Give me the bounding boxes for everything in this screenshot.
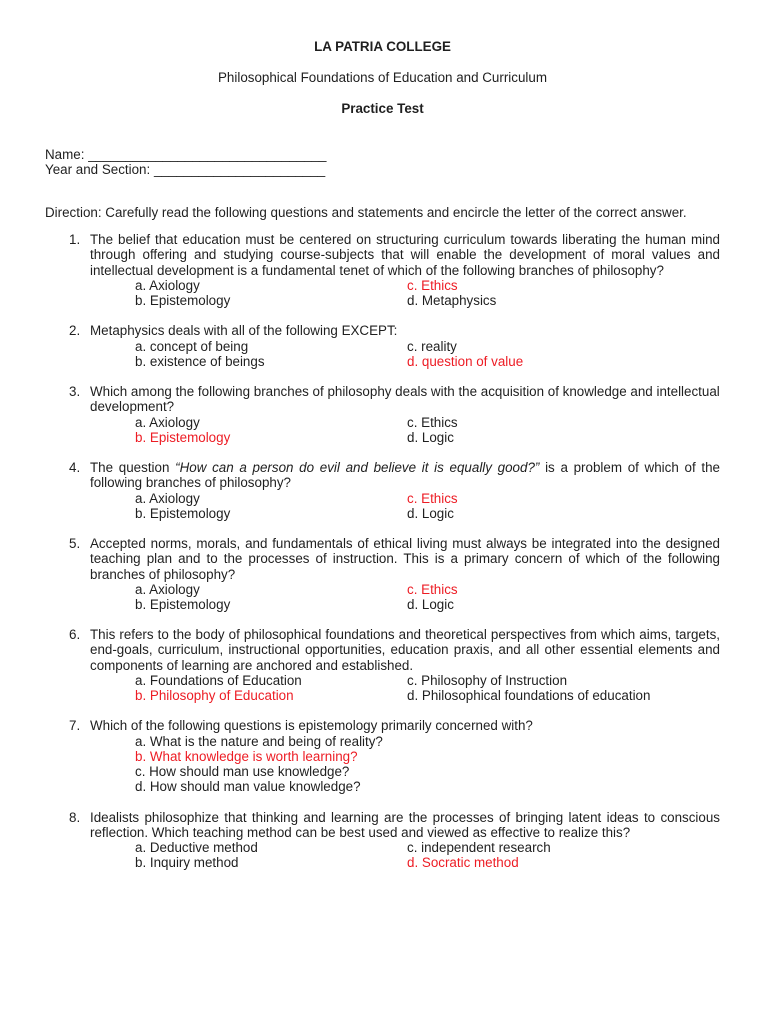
option-c: c. independent research (407, 840, 551, 856)
option-b: b. existence of beings (135, 353, 265, 369)
option-a: a. Foundations of Education (135, 672, 302, 688)
option-b: b. Inquiry method (135, 855, 239, 871)
options (135, 734, 720, 795)
option-b: b. What knowledge is worth learning? (135, 748, 358, 764)
direction-text: Carefully read the following questions and statements and encircle the letter of the correct answer. (105, 205, 687, 221)
question-number: 7. (69, 718, 81, 734)
section-line (45, 162, 720, 177)
option-a: a. Axiology (135, 581, 200, 597)
question-text: This refers to the body of philosophical foundations and theoretical perspectives from which aims, targets, end-goals, curriculum, instructional opportunities, education praxis, and all other essential elements and components of learning are anchored and established. (90, 627, 720, 673)
option-d: d. question of value (407, 353, 524, 369)
name-blank: ________________________________ (88, 146, 327, 162)
question-text-part: is a problem of which of the following branches of philosophy? (90, 460, 720, 491)
options (135, 278, 720, 308)
question-number: 5. (69, 536, 81, 552)
question-text: Which of the following questions is epistemology primarily concerned with? (90, 718, 533, 734)
name-line (45, 147, 720, 162)
option-d: d. Logic (407, 505, 454, 521)
section-blank: _______________________ (153, 161, 326, 177)
option-b: b. Epistemology (135, 429, 231, 445)
option-d: d. Philosophical foundations of education (407, 688, 651, 704)
option-d: d. Metaphysics (407, 293, 497, 309)
options (135, 491, 720, 521)
question-6 (45, 627, 720, 703)
option-a: a. Deductive method (135, 840, 258, 856)
option-c: c. Ethics (407, 277, 458, 293)
section-label: Year and Section: (45, 161, 151, 177)
option-a: a. Axiology (135, 490, 200, 506)
question-5 (45, 536, 720, 612)
options (135, 840, 720, 870)
option-b: b. Epistemology (135, 293, 231, 309)
option-c: c. reality (407, 338, 457, 354)
options (135, 673, 720, 703)
option-d: d. Logic (407, 429, 454, 445)
name-label: Name: (45, 146, 85, 162)
question-8 (45, 810, 720, 871)
header-test-title: Practice Test (341, 101, 424, 117)
question-text (90, 460, 720, 490)
quoted-question-italic: “How can a person do evil and believe it is equally good?” (175, 460, 540, 476)
question-text: Metaphysics deals with all of the following EXCEPT: (90, 323, 398, 339)
question-text: Accepted norms, morals, and fundamentals of ethical living must always be integrated into the designed teaching plan and to the processes of instruction. This is a primary concern of which of the following branches of philosophy? (90, 536, 720, 582)
question-2 (45, 323, 720, 369)
questions (45, 232, 720, 870)
question-3 (45, 384, 720, 445)
option-c: c. How should man use knowledge? (135, 764, 350, 780)
option-d: d. How should man value knowledge? (135, 779, 361, 795)
options (135, 415, 720, 445)
question-text: Which among the following branches of philosophy deals with the acquisition of knowledge and intellectual development? (90, 384, 720, 415)
option-a: a. concept of being (135, 338, 249, 354)
question-number: 6. (69, 627, 81, 643)
options (135, 582, 720, 612)
option-c: c. Ethics (407, 581, 458, 597)
option-c: c. Ethics (407, 414, 458, 430)
option-b: b. Epistemology (135, 505, 231, 521)
option-c: c. Philosophy of Instruction (407, 672, 568, 688)
question-number: 3. (69, 384, 81, 400)
option-a: a. What is the nature and being of reality? (135, 733, 383, 749)
direction (45, 205, 720, 220)
question-number: 8. (69, 809, 81, 825)
option-c: c. Ethics (407, 490, 458, 506)
header-course: Philosophical Foundations of Education and Curriculum (217, 70, 547, 86)
question-number: 1. (69, 232, 81, 248)
question-number: 2. (69, 323, 81, 339)
question-7 (45, 718, 720, 794)
question-number: 4. (69, 460, 81, 476)
option-a: a. Axiology (135, 277, 200, 293)
question-1 (45, 232, 720, 308)
question-4 (45, 460, 720, 521)
question-text: Idealists philosophize that thinking and learning are the processes of bringing latent ideas to conscious reflection. Which teaching method can be best used and viewed as effective to realize this? (90, 809, 720, 840)
options (135, 339, 720, 369)
option-a: a. Axiology (135, 414, 200, 430)
direction-label: Direction: (45, 205, 102, 221)
question-text-part: The question (90, 460, 176, 476)
option-b: b. Epistemology (135, 596, 231, 612)
option-d: d. Logic (407, 596, 454, 612)
question-text: The belief that education must be centered on structuring curriculum towards liberating the human mind through offering and studying course-subjects that will enable the development of moral values and intellectual development is a fundamental tenet of which of the following branches of philosophy? (90, 232, 720, 278)
option-b: b. Philosophy of Education (135, 688, 294, 704)
header-college: LA PATRIA COLLEGE (314, 39, 451, 54)
option-d: d. Socratic method (407, 855, 519, 871)
